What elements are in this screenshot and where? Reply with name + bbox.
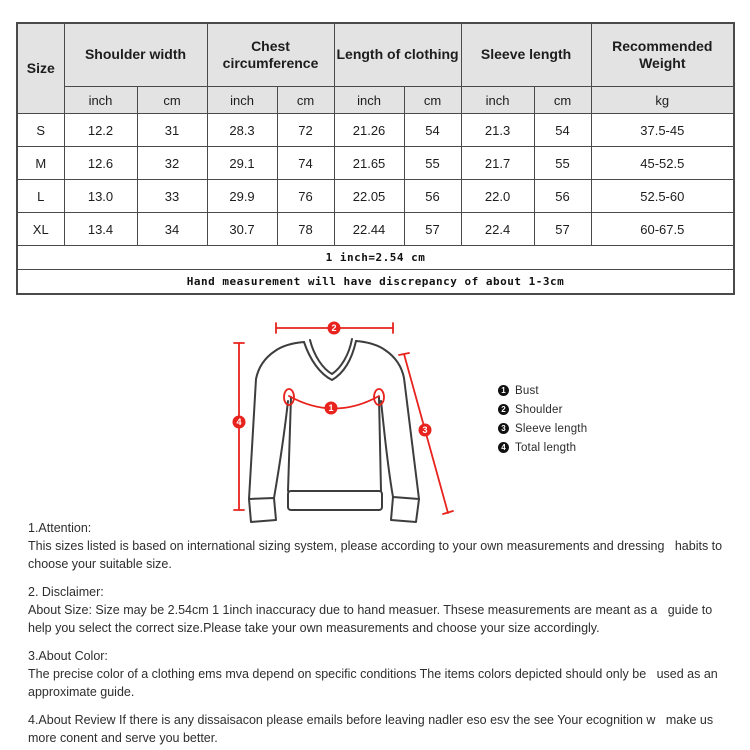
measurement-value: 78 (277, 213, 334, 246)
measurement-value: 37.5-45 (591, 114, 734, 147)
size-row-xl (17, 213, 734, 246)
measurement-value: 76 (277, 180, 334, 213)
measurement-value: 57 (534, 213, 591, 246)
size-label: L (17, 180, 64, 213)
unit-header: inch (461, 87, 534, 114)
measurement-value: 32 (137, 147, 207, 180)
measurement-value: 13.4 (64, 213, 137, 246)
group-header-length-of-clothing: Length of clothing (334, 23, 461, 87)
unit-header: inch (207, 87, 277, 114)
unit-header: cm (404, 87, 461, 114)
legend-item-bust (498, 381, 587, 400)
legend-item-sleeve-length (498, 419, 587, 438)
table-note-row (17, 270, 734, 295)
measurement-value: 54 (404, 114, 461, 147)
group-header-chest-circumference: Chest circumference (207, 23, 334, 87)
measurement-value: 52.5-60 (591, 180, 734, 213)
measurement-value: 74 (277, 147, 334, 180)
section-body: The precise color of a clothing ems mva depend on specific conditions The items colors depicted should only be used as an approximate guide. (28, 667, 722, 699)
measurement-value: 29.9 (207, 180, 277, 213)
section-body: About Size: Size may be 2.54cm 1 1inch inaccuracy due to hand measuer. Thsese measurements are meant as a guide to help you select the correct size.Please take your own measurements and choose your size accordingly. (28, 603, 716, 635)
legend-label: Shoulder (515, 403, 563, 416)
legend-number-badge: 4 (498, 442, 509, 453)
measurement-value: 34 (137, 213, 207, 246)
measurement-value: 72 (277, 114, 334, 147)
legend-label: Bust (515, 384, 539, 397)
section-title: 1.Attention: (28, 521, 92, 535)
sweater-outline (249, 339, 419, 522)
section-title: 2. Disclaimer: (28, 585, 104, 599)
unit-header: cm (137, 87, 207, 114)
measurement-value: 60-67.5 (591, 213, 734, 246)
section-body: This sizes listed is based on international sizing system, please according to your own measurements and dressing habits to choose your suitable size. (28, 539, 726, 571)
size-label: M (17, 147, 64, 180)
legend-number-badge: 1 (498, 385, 509, 396)
size-label: XL (17, 213, 64, 246)
measurement-value: 30.7 (207, 213, 277, 246)
size-row-s (17, 114, 734, 147)
bust-marker-number: 1 (328, 403, 334, 413)
sleeve-marker-number: 3 (422, 425, 428, 435)
text-section-3 (28, 647, 732, 701)
legend-number-badge: 2 (498, 404, 509, 415)
measurement-value: 21.26 (334, 114, 404, 147)
text-section-2 (28, 583, 732, 637)
size-row-l (17, 180, 734, 213)
total-length-marker-number: 4 (236, 417, 242, 427)
measurement-value: 21.65 (334, 147, 404, 180)
measurement-value: 33 (137, 180, 207, 213)
measurement-value: 21.3 (461, 114, 534, 147)
legend-number-badge: 3 (498, 423, 509, 434)
unit-header: inch (64, 87, 137, 114)
shoulder-marker-number: 2 (331, 323, 337, 333)
group-header-recommended-weight: Recommended Weight (591, 23, 734, 87)
measurement-value: 13.0 (64, 180, 137, 213)
measurement-value: 56 (404, 180, 461, 213)
measurement-value: 21.7 (461, 147, 534, 180)
measurement-value: 55 (534, 147, 591, 180)
group-header-sleeve-length: Sleeve length (461, 23, 591, 87)
size-column-header: Size (17, 23, 64, 114)
measurement-value: 12.6 (64, 147, 137, 180)
legend-label: Total length (515, 441, 577, 454)
size-label: S (17, 114, 64, 147)
text-section-4 (28, 711, 732, 747)
text-section-1 (28, 519, 732, 573)
measurement-value: 28.3 (207, 114, 277, 147)
measurement-value: 56 (534, 180, 591, 213)
measurement-value: 12.2 (64, 114, 137, 147)
measurement-value: 31 (137, 114, 207, 147)
size-row-m (17, 147, 734, 180)
notes-sections (28, 519, 732, 750)
unit-header: cm (277, 87, 334, 114)
measurement-value: 29.1 (207, 147, 277, 180)
measurement-value: 22.44 (334, 213, 404, 246)
measurement-value: 54 (534, 114, 591, 147)
measurement-value: 22.0 (461, 180, 534, 213)
measurement-value: 22.4 (461, 213, 534, 246)
unit-header: kg (591, 87, 734, 114)
table-note-row (17, 246, 734, 270)
measurement-value: 45-52.5 (591, 147, 734, 180)
section-title: 3.About Color: (28, 649, 108, 663)
legend-item-total-length (498, 438, 587, 457)
legend-label: Sleeve length (515, 422, 588, 435)
inch-conversion-note: 1 inch=2.54 cm (17, 246, 734, 270)
measurement-lines (234, 323, 453, 514)
measurement-value: 55 (404, 147, 461, 180)
unit-header: cm (534, 87, 591, 114)
hand-measurement-note: Hand measurement will have discrepancy of about 1-3cm (17, 270, 734, 295)
legend-item-shoulder (498, 400, 587, 419)
measurement-legend (498, 381, 587, 457)
measurement-value: 57 (404, 213, 461, 246)
section-body: 4.About Review If there is any dissaisacon please emails before leaving nadler eso esv the see Your ecognition w make us more conent and serve you better. (28, 713, 717, 745)
measurement-value: 22.05 (334, 180, 404, 213)
group-header-shoulder-width: Shoulder width (64, 23, 207, 87)
unit-header: inch (334, 87, 404, 114)
sweater-measurement-diagram (230, 313, 470, 535)
size-chart-table (16, 22, 735, 295)
